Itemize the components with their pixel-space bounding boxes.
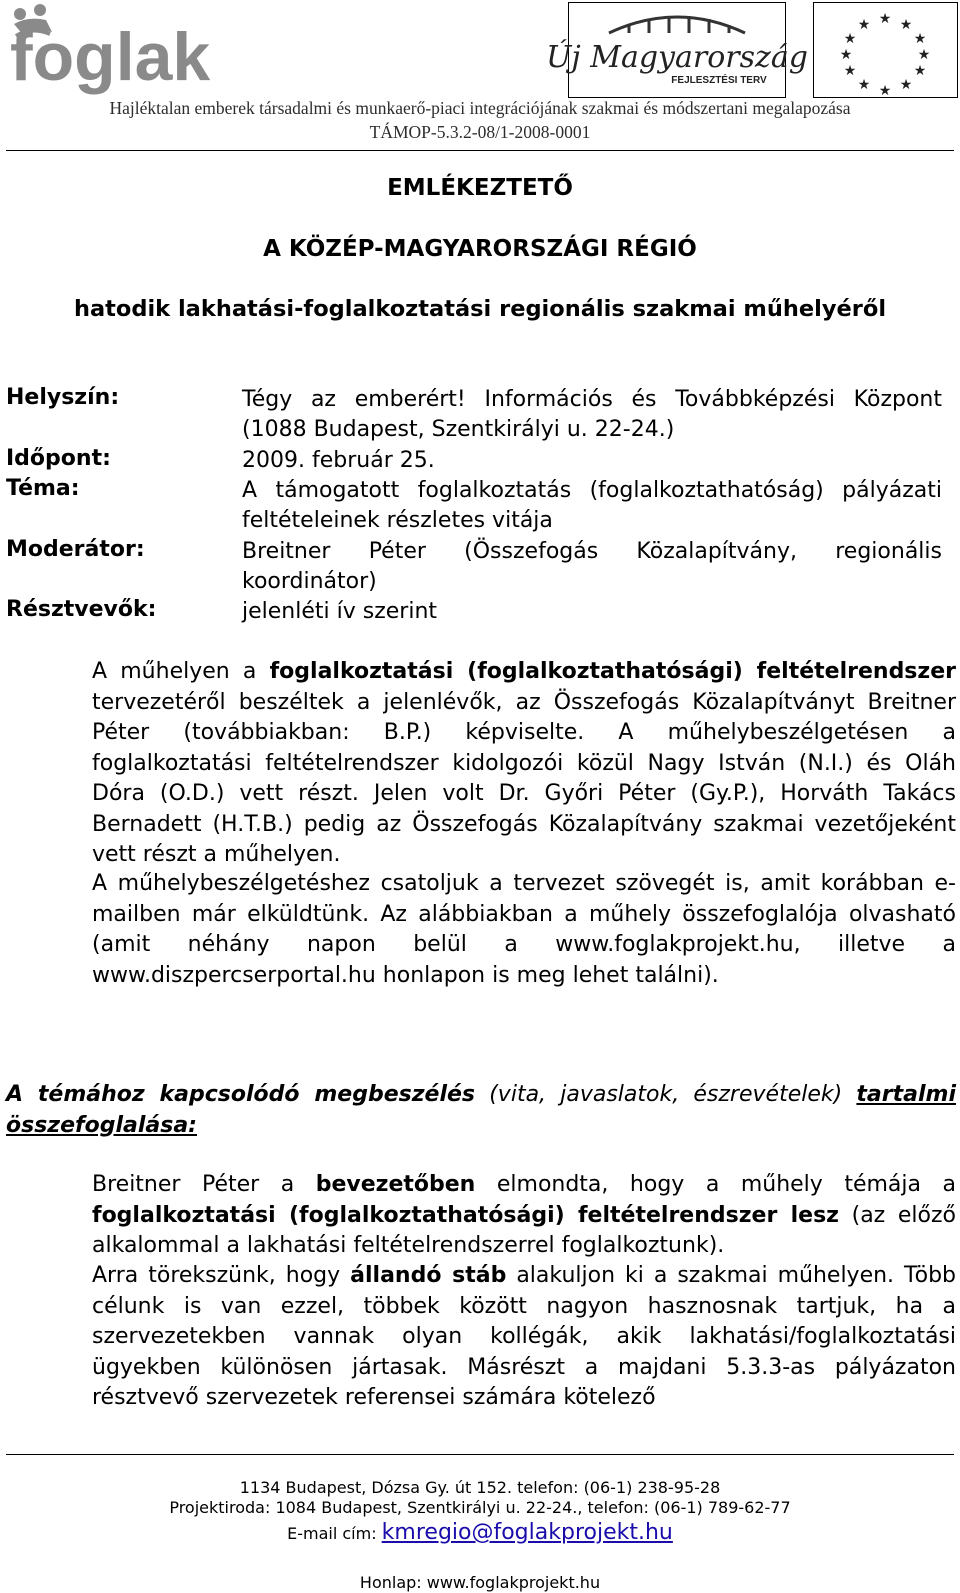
paragraph-attachment: A műhelybeszélgetéshez csatoljuk a tervezet szövegét is, amit korábban e-mailben már elküldtünk. Az alábbiakban a műhely összefoglalója olvasható (amit néhány napon belül a www.foglakprojekt.hu, illetve a www.diszpercserportal.hu honlapon is meg lehet találni). (92, 871, 956, 988)
p4-b: állandó stáb (350, 1263, 507, 1288)
moderator-label: Moderátor: (6, 537, 145, 562)
paragraph-intro-a: A műhelyen a (92, 659, 270, 684)
svg-text:★: ★ (843, 31, 857, 47)
svg-text:★: ★ (913, 31, 927, 47)
region-title: A KÖZÉP-MAGYARORSZÁGI RÉGIÓ (263, 236, 697, 262)
topic-label: Téma: (6, 476, 80, 501)
footer-website[interactable]: Honlap: www.foglakprojekt.hu (359, 1573, 601, 1592)
p3-b: bevezetőben (315, 1172, 476, 1197)
svg-text:★: ★ (843, 63, 857, 79)
p3-e: (az előző alkalommal a lakhatási feltételrendszerrel foglalkoztunk). (92, 1202, 956, 1258)
section-heading-b: (vita, javaslatok, észrevételek) (475, 1082, 857, 1107)
header-divider (6, 150, 954, 151)
footer-office: Projektiroda: 1084 Budapest, Szentkirályi u. 22-24., telefon: (06-1) 789-62-77 (169, 1498, 791, 1517)
workshop-title: hatodik lakhatási-foglalkoztatási regionális szakmai műhelyéről (73, 296, 887, 322)
p3-a: Breitner Péter a (92, 1172, 316, 1197)
svg-text:★: ★ (899, 77, 913, 93)
paragraph-intro (6, 657, 956, 871)
uj-magyarorszag-logo (546, 2, 808, 98)
paragraph-staff (6, 1261, 956, 1414)
foglak-logo (6, 2, 231, 94)
svg-text:★: ★ (899, 17, 913, 33)
program-code: TÁMOP-5.3.2-08/1-2008-0001 (369, 122, 591, 142)
location-value: Tégy az emberért! Információs és Továbbképzési Központ (1088 Budapest, Szentkirályi u. 22-24.) (242, 387, 942, 442)
section-heading-a: A témához kapcsolódó megbeszélés (6, 1082, 476, 1107)
footer-email-label: E-mail cím: (287, 1524, 382, 1543)
email-link[interactable]: kmregio@foglakprojekt.hu (381, 1520, 673, 1545)
participants-label: Résztvevők: (6, 597, 157, 622)
location-label: Helyszín: (6, 385, 120, 410)
date-label: Időpont: (6, 446, 111, 471)
svg-text:★: ★ (878, 83, 892, 99)
foglak-logo-text: foglak (10, 19, 211, 95)
p3-c: elmondta, hogy a műhely témája a (475, 1172, 956, 1197)
footer-email (0, 1520, 960, 1545)
paragraph-intro-bold: foglalkoztatási (foglalkoztathatósági) feltételrendszer (269, 659, 956, 684)
svg-text:★: ★ (857, 77, 871, 93)
svg-text:★: ★ (913, 63, 927, 79)
svg-text:★: ★ (857, 17, 871, 33)
topic-value: A támogatott foglalkoztatás (foglalkoztathatóság) pályázati feltételeinek részletes vitája (242, 478, 942, 533)
page-header (0, 0, 960, 152)
date-value: 2009. február 25. (242, 448, 435, 473)
footer-address: 1134 Budapest, Dózsa Gy. út 152. telefon: (06-1) 238-95-28 (239, 1478, 721, 1497)
section-heading (6, 1080, 956, 1141)
project-subtitle: Hajléktalan emberek társadalmi és munkaerő-piaci integrációjának szakmai és módszertani megalapozása (109, 98, 851, 118)
svg-text:★: ★ (917, 47, 931, 63)
p4-c: alakuljon ki a szakmai műhelyen. Több célunk is van ezzel, többek között nagyon hasznosnak tartjuk, ha a szervezetekben vannak olyan kollégák, akik lakhatási/foglalkoztatási ügyekben különösen jártasak. Másrészt a majdani 5.3.3-as pályázaton résztvevő szervezetek referensei számára kötelező (92, 1263, 956, 1410)
document-title: EMLÉKEZTETŐ (387, 175, 573, 201)
paragraph-intro-c: tervezetéről beszéltek a jelenlévők, az Összefogás Közalapítványt Breitner Péter (továbbiakban: B.P.) képviselte. A műhelybeszélgetésen a foglalkoztatási feltételrendszer kidolgozói közül Nagy István (N.I.) és Oláh Dóra (O.D.) vett részt. Jelen volt Dr. Győri Péter (Gy.P.), Horváth Takács Bernadett (H.T.B.) pedig az Összefogás Közalapítvány szakmai vezetőjeként vett részt a műhelyen. (92, 689, 956, 867)
paragraph-introduction (6, 1170, 956, 1262)
footer-divider (6, 1454, 954, 1455)
p4-a: Arra törekszünk, hogy (92, 1263, 351, 1288)
eu-flag-logo (813, 2, 958, 98)
fejlesztesi-terv-text: FEJLESZTÉSI TERV (671, 75, 767, 86)
uj-magyarorszag-logo-text: Új Magyarország (546, 40, 808, 75)
svg-text:★: ★ (878, 11, 892, 27)
participants-value: jelenléti ív szerint (242, 599, 438, 624)
moderator-value: Breitner Péter (Összefogás Közalapítvány, regionális koordinátor) (242, 539, 942, 594)
p3-d: foglalkoztatási (foglalkoztathatósági) feltételrendszer lesz (92, 1202, 839, 1228)
svg-text:★: ★ (839, 47, 853, 63)
section-heading-c: tartalmi összefoglalása: (6, 1082, 956, 1138)
